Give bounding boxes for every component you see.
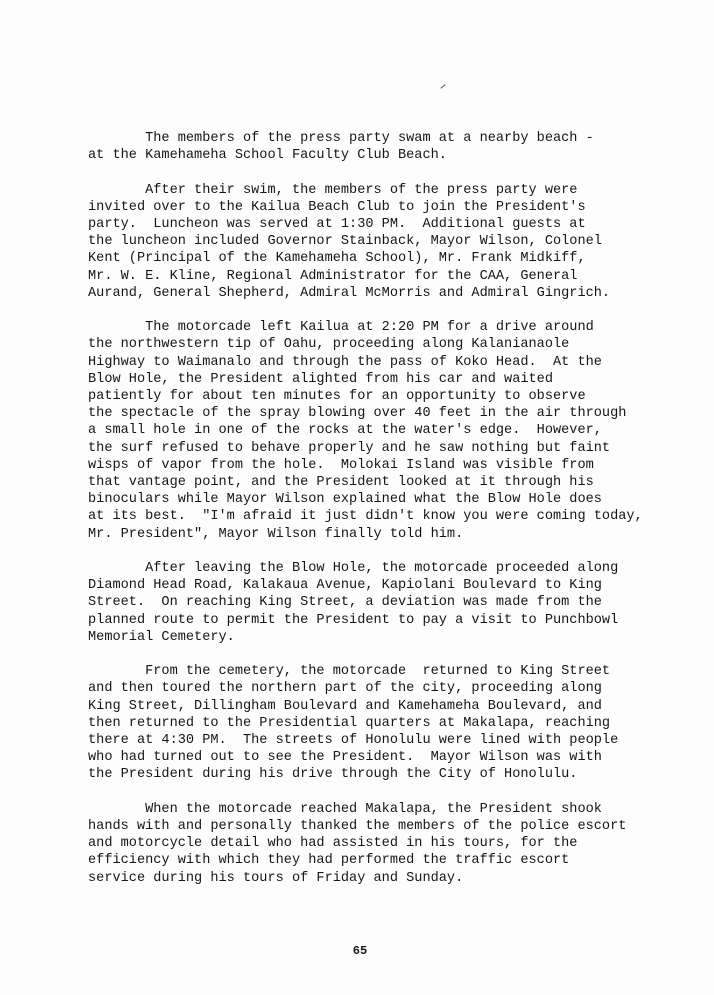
- text-line: planned route to permit the President to pay a visit to Punchbowl: [88, 612, 619, 628]
- text-line: After their swim, the members of the press party were: [88, 182, 578, 198]
- text-line: Memorial Cemetery.: [88, 629, 235, 645]
- text-line: Street. On reaching King Street, a deviation was made from the: [88, 595, 602, 611]
- text-line: there at 4:30 PM. The streets of Honolulu were lined with people: [88, 733, 619, 749]
- paragraph: [88, 663, 648, 783]
- text-line: at its best. "I'm afraid it just didn't know you were coming today,: [88, 509, 643, 525]
- text-line: wisps of vapor from the hole. Molokai Island was visible from: [88, 457, 594, 473]
- text-line: the luncheon included Governor Stainback, Mayor Wilson, Colonel: [88, 234, 602, 250]
- text-line: King Street, Dillingham Boulevard and Kamehameha Boulevard, and: [88, 698, 602, 714]
- text-line: hands with and personally thanked the members of the police escort: [88, 819, 627, 835]
- text-line: Aurand, General Shepherd, Admiral McMorris and Admiral Gingrich.: [88, 285, 611, 301]
- text-line: Highway to Waimanalo and through the pass of Koko Head. At the: [88, 354, 602, 370]
- text-line: party. Luncheon was served at 1:30 PM. Additional guests at: [88, 217, 586, 232]
- text-line: binoculars while Mayor Wilson explained what the Blow Hole does: [88, 492, 602, 508]
- page-number: 65: [352, 944, 368, 958]
- paragraph: [88, 319, 648, 543]
- text-line: From the cemetery, the motorcade returned to King Street: [88, 664, 611, 680]
- text-line: The members of the press party swam at a nearby beach -: [88, 131, 594, 146]
- paragraph: [88, 560, 648, 646]
- text-line: Mr. President", Mayor Wilson finally told him.: [88, 526, 464, 542]
- paragraph: [88, 182, 648, 302]
- text-line: the northwestern tip of Oahu, proceeding along Kalanianaole: [88, 337, 570, 353]
- text-line: and motorcycle detail who had assisted in his tours, for the: [88, 836, 578, 852]
- text-line: patiently for about ten minutes for an opportunity to observe: [88, 389, 586, 405]
- text-line: that vantage point, and the President looked at it through his: [88, 475, 594, 491]
- text-line: The motorcade left Kailua at 2:20 PM for a drive around: [88, 320, 594, 336]
- pen-mark: [440, 84, 445, 89]
- text-line: then returned to the Presidential quarters at Makalapa, reaching: [88, 715, 611, 731]
- text-line: invited over to the Kailua Beach Club to join the President's: [88, 199, 586, 215]
- text-line: service during his tours of Friday and Sunday.: [88, 870, 464, 886]
- text-line: a small hole in one of the rocks at the water's edge. However,: [88, 423, 602, 439]
- text-line: the spectacle of the spray blowing over 40 feet in the air through: [88, 406, 627, 422]
- paragraph: [88, 801, 648, 887]
- text-line: Diamond Head Road, Kalakaua Avenue, Kapiolani Boulevard to King: [88, 578, 602, 594]
- text-line: Kent (Principal of the Kamehameha School), Mr. Frank Midkiff,: [88, 251, 586, 267]
- text-line: and then toured the northern part of the city, proceeding along: [88, 681, 602, 697]
- body-text: [88, 130, 648, 904]
- text-line: After leaving the Blow Hole, the motorcade proceeded along: [88, 561, 619, 577]
- text-line: efficiency with which they had performed the traffic escort: [88, 853, 570, 869]
- text-line: the surf refused to behave properly and he saw nothing but faint: [88, 440, 611, 456]
- text-line: Mr. W. E. Kline, Regional Administrator for the CAA, General: [88, 268, 578, 284]
- text-line: the President during his drive through the City of Honolulu.: [88, 767, 578, 783]
- text-line: at the Kamehameha School Faculty Club Beach.: [88, 148, 447, 164]
- text-line: Blow Hole, the President alighted from his car and waited: [88, 371, 553, 387]
- text-line: When the motorcade reached Makalapa, the President shook: [88, 801, 602, 817]
- paragraph: [88, 130, 648, 164]
- text-line: who had turned out to see the President. Mayor Wilson was with: [88, 750, 602, 766]
